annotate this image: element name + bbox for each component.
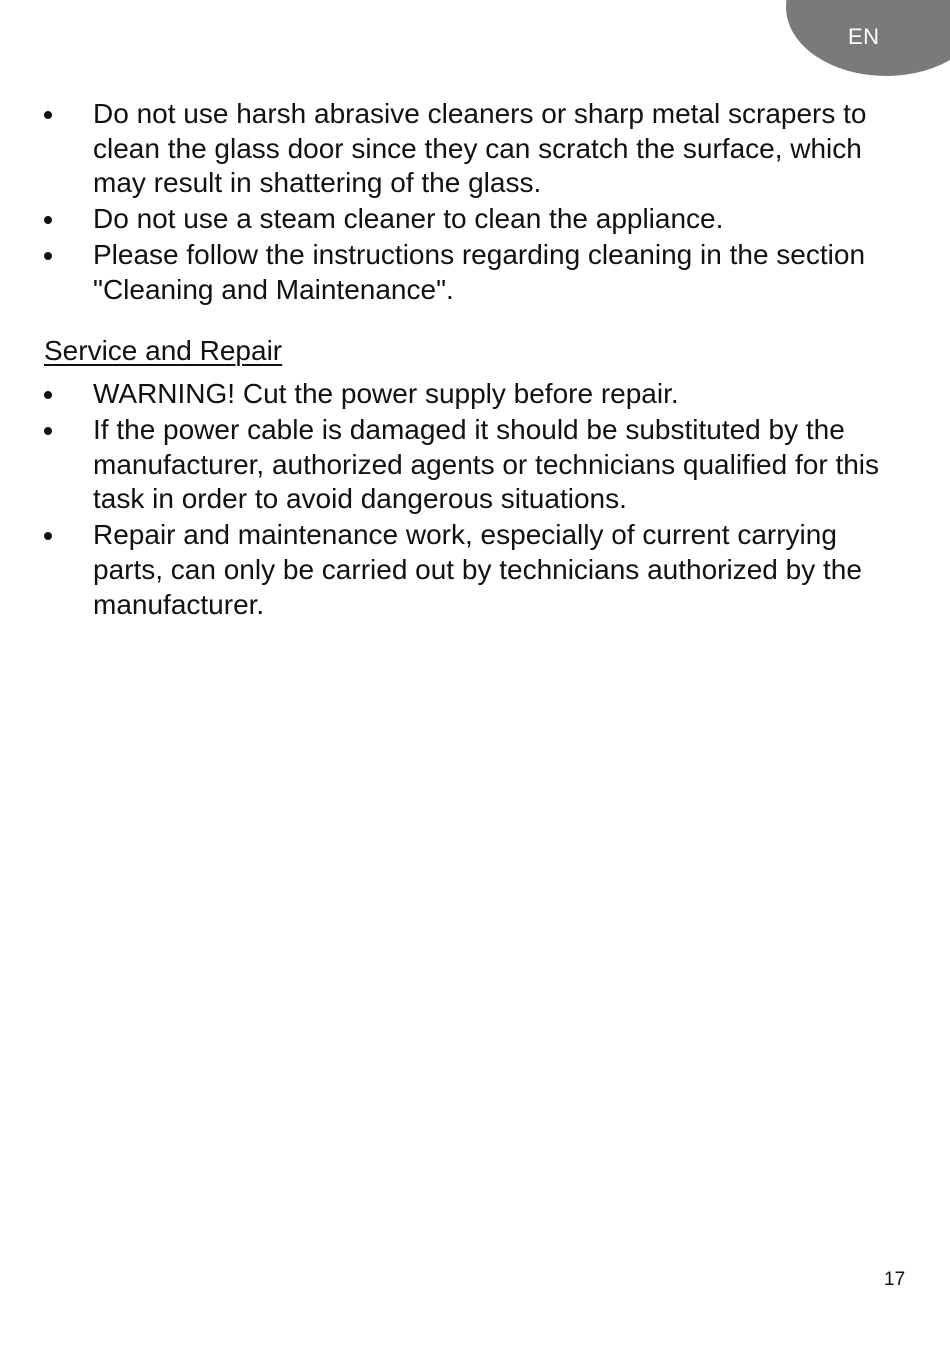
list-item bbox=[0, 377, 950, 412]
list-item bbox=[0, 413, 950, 517]
bullet-text: Please follow the instructions regarding cleaning in the section "Cleaning and Maintenance". bbox=[93, 239, 866, 305]
bullet-text: If the power cable is damaged it should be substituted by the manufacturer, authorized agents or technicians qualified for this task in order to avoid dangerous situations. bbox=[93, 414, 880, 515]
bullet-icon bbox=[44, 111, 52, 119]
bullet-icon bbox=[44, 391, 52, 399]
bullet-icon bbox=[44, 216, 52, 224]
service-bullet-list bbox=[0, 377, 950, 624]
section-heading-service-repair: Service and Repair bbox=[44, 335, 283, 366]
bullet-text: WARNING! Cut the power supply before repair. bbox=[93, 378, 679, 409]
bullet-icon bbox=[44, 252, 52, 260]
bullet-icon bbox=[44, 427, 52, 435]
language-label: EN bbox=[848, 24, 880, 49]
cleaning-bullet-list bbox=[0, 97, 950, 309]
list-item bbox=[0, 202, 950, 237]
bullet-icon bbox=[44, 532, 52, 540]
bullet-text: Do not use harsh abrasive cleaners or sharp metal scrapers to clean the glass door since they can scratch the surface, which may result in shattering of the glass. bbox=[93, 98, 867, 199]
list-item bbox=[0, 518, 950, 622]
list-item bbox=[0, 238, 950, 307]
list-item bbox=[0, 97, 950, 201]
page-number: 17 bbox=[884, 1269, 906, 1290]
bullet-text: Repair and maintenance work, especially of current carrying parts, can only be carried out by technicians authorized by the manufacturer. bbox=[93, 519, 862, 620]
bullet-text: Do not use a steam cleaner to clean the appliance. bbox=[93, 203, 724, 235]
